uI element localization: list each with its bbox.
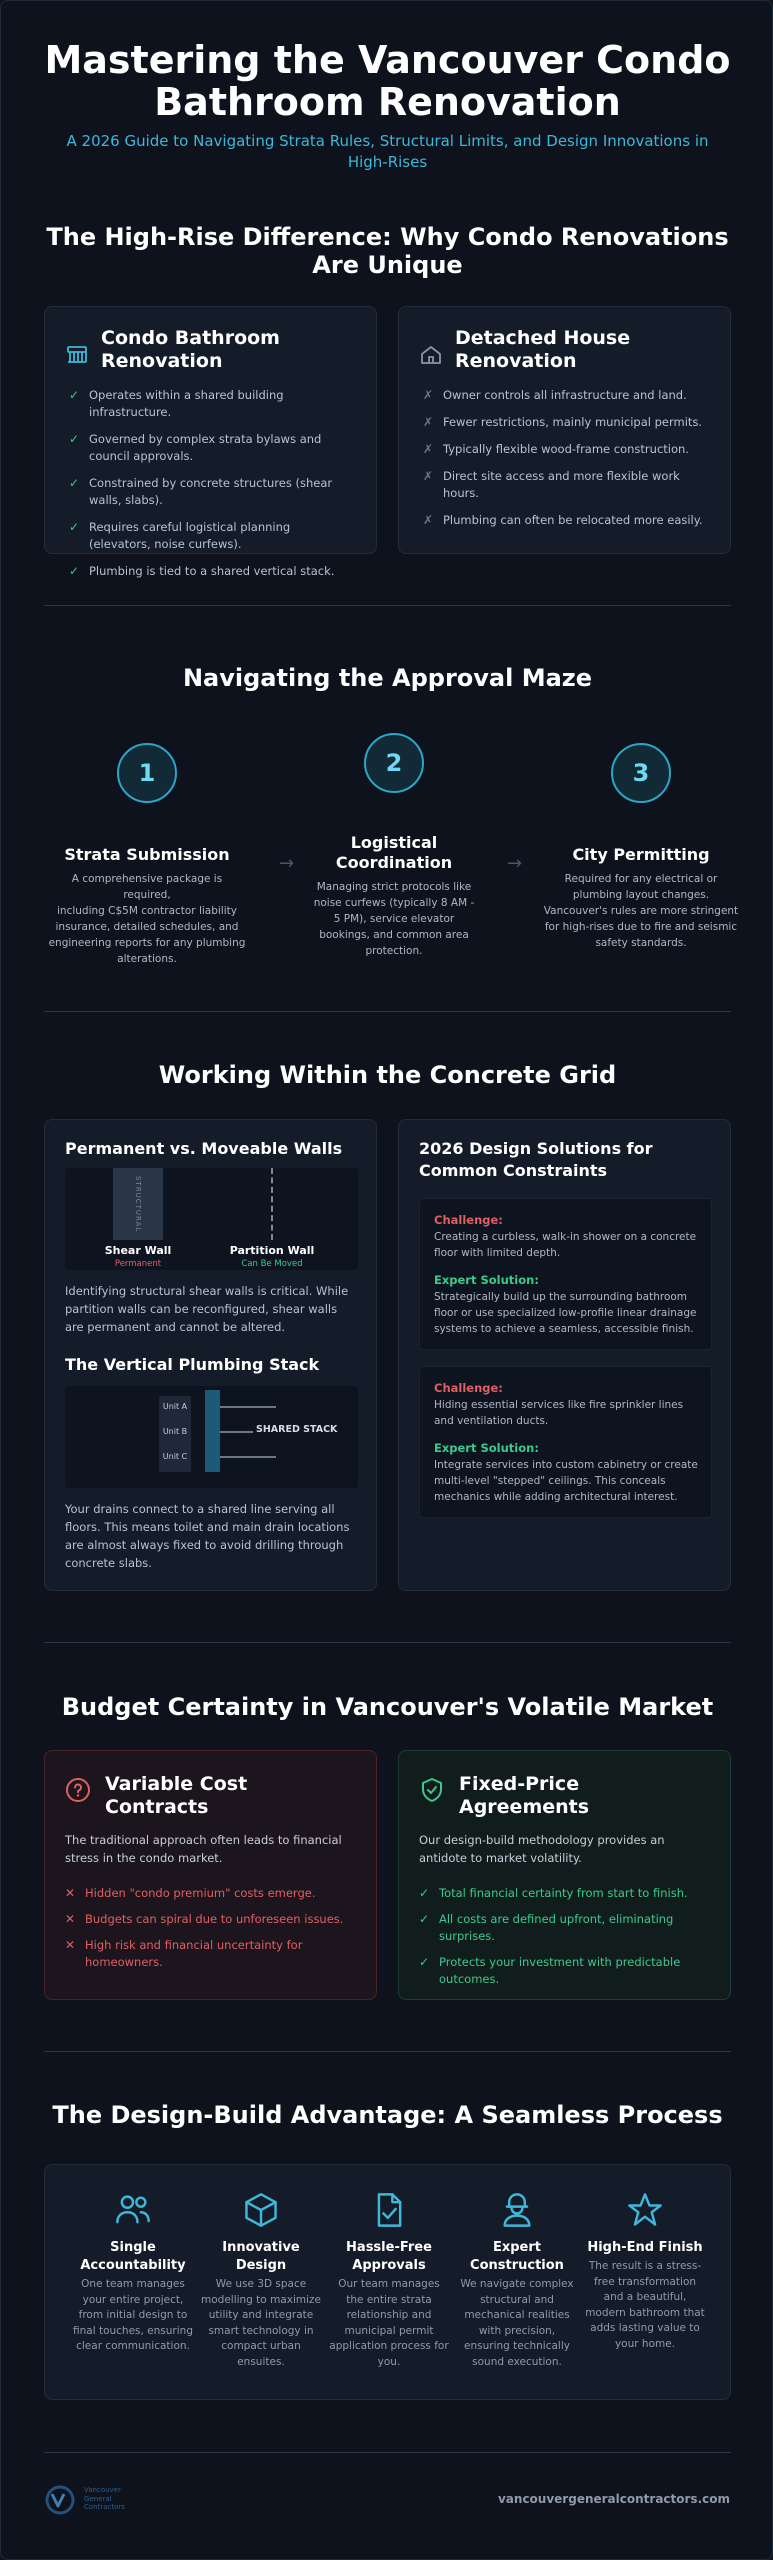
- card-title-line: Variable Cost: [105, 1773, 248, 1795]
- list-item: [423, 468, 713, 502]
- check-icon: ✓: [69, 432, 80, 446]
- check-icon: ✓: [69, 476, 80, 490]
- text-line: infrastructure.: [89, 405, 172, 419]
- text-line: Requires careful logistical planning: [89, 520, 291, 534]
- stack-paragraph: [65, 1500, 360, 1572]
- shear-wall-label: Shear Wall: [104, 1244, 172, 1257]
- cross-icon: ✕: [65, 1886, 76, 1900]
- text-line: walls, slabs).: [89, 493, 163, 507]
- walls-plumbing-card: [44, 1119, 377, 1591]
- page-subtitle-line: A 2026 Guide to Navigating Strata Rules, Structural Limits, and Design Innovations in: [66, 132, 709, 150]
- vgc-logo-mark: [44, 2484, 78, 2516]
- para-line: concrete slabs.: [65, 1556, 152, 1570]
- solution-text: [434, 1457, 704, 1505]
- page-title-line: Bathroom Renovation: [154, 80, 621, 124]
- check-icon: ✓: [419, 1955, 430, 1969]
- text-line: The result is a stress-: [588, 2260, 702, 2272]
- step-description: [47, 871, 247, 967]
- text-line: free transformation: [593, 2275, 697, 2288]
- feature-description: [585, 2259, 705, 2352]
- text-line: ensuites.: [237, 2355, 285, 2368]
- budget-section-title: Budget Certainty in Vancouver's Volatile Market: [61, 1693, 714, 1721]
- card-title-line: Renovation: [101, 350, 223, 372]
- text-line: multi-level "stepped" ceilings. This conceals: [434, 1475, 666, 1487]
- text-line: High-End Finish: [587, 2240, 703, 2255]
- walls-paragraph: [65, 1282, 360, 1336]
- text-line: Expert: [492, 2240, 541, 2255]
- text-line: Coordination: [335, 853, 453, 872]
- text-line: floor or use specialized low-profile linear drainage: [434, 1307, 697, 1319]
- list-item: [419, 1885, 709, 1902]
- partition-wall-line: [271, 1168, 273, 1240]
- text-line: and ventilation ducts.: [434, 1415, 549, 1427]
- para-line: Identifying structural shear walls is critical. While: [65, 1284, 349, 1298]
- step-number-badge: 1: [117, 743, 177, 803]
- para-line: Our design-build methodology provides an: [419, 1833, 665, 1847]
- text-line: Strata Submission: [64, 845, 230, 864]
- text-line: compact urban: [221, 2340, 301, 2352]
- list-item: [423, 414, 713, 431]
- text-line: mechanical realities: [464, 2309, 570, 2321]
- text-line: City Permitting: [572, 845, 710, 864]
- design-solutions-card: [398, 1119, 731, 1591]
- text-line: Constrained by concrete structures (shear: [89, 476, 333, 490]
- card-title-line: Detached House: [455, 327, 631, 349]
- check-icon: ✓: [69, 520, 80, 534]
- text-line: Accountability: [80, 2258, 186, 2273]
- text-line: homeowners.: [85, 1955, 163, 1969]
- list-item: [69, 563, 359, 580]
- check-icon: ✓: [419, 1886, 430, 1900]
- text-line: We use 3D space: [215, 2278, 307, 2290]
- text-line: Fewer restrictions, mainly municipal permits.: [443, 415, 703, 429]
- text-line: All costs are defined upfront, eliminating: [439, 1912, 674, 1926]
- text-line: application process for: [329, 2340, 449, 2352]
- page-title: [1, 39, 773, 123]
- feature-title: [324, 2239, 454, 2275]
- text-line: Creating a curbless, walk-in shower on a concrete: [434, 1231, 697, 1243]
- unit-label: Unit A: [162, 1402, 188, 1411]
- cube-icon: [242, 2191, 280, 2229]
- designbuild-card: [44, 2164, 731, 2400]
- text-line: you.: [377, 2355, 401, 2368]
- drain-line: [220, 1456, 276, 1458]
- text-line: relationship and: [346, 2309, 432, 2321]
- cross-icon: ✗: [423, 469, 434, 483]
- feature-description: [73, 2277, 193, 2355]
- card-title-line: Common Constraints: [419, 1161, 608, 1180]
- text-line: Protects your investment with predictable: [439, 1955, 681, 1969]
- text-line: Plumbing can often be relocated more easily.: [443, 513, 703, 527]
- bathtub-icon: [65, 343, 89, 367]
- list-item: [419, 1954, 709, 1988]
- card-title-line: Contracts: [105, 1796, 209, 1818]
- para-line: are almost always fixed to avoid drilling through: [65, 1538, 344, 1552]
- partition-wall-sub: Can Be Moved: [241, 1259, 303, 1269]
- section-title-line: The High-Rise Difference: Why Condo Renovations: [46, 223, 729, 251]
- question-circle-icon: [65, 1777, 91, 1803]
- house-comparison-card: [398, 306, 731, 554]
- text-line: noise curfews (typically 8 AM -: [313, 897, 475, 909]
- feature-title: [196, 2239, 326, 2275]
- text-line: council approvals.: [89, 449, 194, 463]
- solution-text: [434, 1289, 704, 1337]
- solution-label: Expert Solution:: [434, 1273, 539, 1287]
- page-subtitle-line: High-Rises: [347, 153, 428, 171]
- text-line: Hassle-Free: [346, 2240, 432, 2255]
- text-line: Owner controls all infrastructure and land.: [443, 388, 687, 402]
- footer-website-link[interactable]: vancouvergeneralcontractors.com: [497, 2492, 730, 2506]
- text-line: A comprehensive package is required,: [71, 873, 223, 901]
- text-line: Design: [235, 2258, 287, 2273]
- text-line: Construction: [470, 2258, 564, 2273]
- text-line: surprises.: [439, 1929, 495, 1943]
- shear-wall-block: [113, 1168, 163, 1240]
- cross-icon: ✗: [423, 442, 434, 456]
- text-line: your home.: [614, 2337, 676, 2350]
- partition-wall-label: Partition Wall: [229, 1244, 315, 1257]
- grid-section-title: Working Within the Concrete Grid: [158, 1061, 617, 1089]
- text-line: adds lasting value to: [590, 2322, 700, 2334]
- step-title: [546, 845, 736, 865]
- step-title: [299, 833, 489, 873]
- page-subtitle: [41, 131, 734, 173]
- solution-label: Expert Solution:: [434, 1441, 539, 1455]
- list-item: [69, 475, 359, 509]
- list-item: [65, 1911, 355, 1928]
- check-icon: ✓: [69, 388, 80, 402]
- list-item: [419, 1911, 709, 1945]
- logo-wordmark: [84, 2486, 125, 2512]
- check-icon: ✓: [69, 564, 80, 578]
- unit-label: Unit B: [162, 1427, 188, 1436]
- text-line: Typically flexible wood-frame construction.: [443, 442, 689, 456]
- shared-stack-pipe: [205, 1390, 220, 1472]
- logo-line: Vancouver: [84, 2486, 121, 2494]
- shield-check-icon: [419, 1777, 445, 1803]
- list-item: [65, 1937, 355, 1971]
- feature-description: [201, 2277, 321, 2370]
- para-line: Your drains connect to a shared line serving all: [65, 1502, 335, 1516]
- text-line: with precision,: [478, 2324, 556, 2337]
- section-divider: [44, 1011, 731, 1012]
- step-number-badge: 2: [364, 733, 424, 793]
- variable-cost-card: [44, 1750, 377, 2000]
- walls-subtitle: Permanent vs. Moveable Walls: [65, 1139, 343, 1158]
- card-title-line: 2026 Design Solutions for: [419, 1139, 653, 1158]
- section-divider: [44, 2452, 731, 2453]
- logo-line: Contractors: [84, 2503, 125, 2511]
- text-line: protection.: [365, 945, 423, 957]
- text-line: Strategically build up the surrounding bathroom: [434, 1291, 688, 1303]
- worker-icon: [498, 2191, 536, 2229]
- para-line: are permanent and cannot be altered.: [65, 1320, 286, 1334]
- text-line: Vancouver's rules are more stringent: [543, 905, 739, 917]
- section-divider: [44, 1642, 731, 1643]
- users-icon: [114, 2191, 152, 2229]
- condo-card-title: [101, 327, 280, 373]
- text-line: Required for any electrical or: [564, 873, 718, 885]
- text-line: insurance, detailed schedules, and: [55, 921, 239, 933]
- text-line: Logistical: [350, 833, 438, 852]
- text-line: Hidden "condo premium" costs emerge.: [85, 1886, 316, 1900]
- highrise-section-title: [41, 223, 734, 279]
- condo-comparison-card: [44, 306, 377, 578]
- step-number-badge: 3: [611, 743, 671, 803]
- section-divider: [44, 2051, 731, 2052]
- text-line: systems to achieve a seamless, accessible finish.: [434, 1323, 694, 1335]
- cross-icon: ✕: [65, 1938, 76, 1952]
- text-line: Single: [110, 2240, 156, 2255]
- page-title-line: Mastering the Vancouver Condo: [44, 38, 731, 82]
- text-line: Integrate services into custom cabinetry or create: [434, 1459, 698, 1471]
- text-line: Operates within a shared building: [89, 388, 284, 402]
- section-title-line: Are Unique: [312, 251, 463, 279]
- challenge-label: Challenge:: [434, 1381, 503, 1395]
- card-title-line: Agreements: [459, 1796, 590, 1818]
- cross-icon: ✗: [423, 513, 434, 527]
- arrow-right-icon: →: [279, 853, 295, 874]
- text-line: Managing strict protocols like: [316, 881, 472, 893]
- document-check-icon: [370, 2191, 408, 2229]
- drain-line: [220, 1406, 276, 1408]
- para-line: floors. This means toilet and main drain locations: [65, 1520, 350, 1534]
- text-line: municipal permit: [344, 2324, 434, 2337]
- text-line: smart technology in: [208, 2324, 314, 2337]
- cross-icon: ✗: [423, 415, 434, 429]
- fixed-price-card: [398, 1750, 731, 2000]
- step-description: [541, 871, 741, 951]
- para-line: partition walls can be reconfigured, shear walls: [65, 1302, 338, 1316]
- challenge-label: Challenge:: [434, 1213, 503, 1227]
- text-line: from initial design to: [78, 2309, 188, 2321]
- solutions-title: [419, 1138, 653, 1182]
- list-item: [69, 387, 359, 421]
- text-line: Direct site access and more flexible work: [443, 469, 680, 483]
- check-icon: ✓: [419, 1912, 430, 1926]
- footer-logo[interactable]: [44, 2482, 154, 2518]
- text-line: utility and integrate: [208, 2309, 314, 2321]
- text-line: Total financial certainty from start to finish.: [439, 1886, 688, 1900]
- text-line: sound execution.: [472, 2355, 562, 2368]
- step-title: [52, 845, 242, 865]
- text-line: modern bathroom that: [585, 2306, 705, 2319]
- shear-wall-sub: Permanent: [114, 1259, 162, 1269]
- text-line: Approvals: [352, 2258, 426, 2273]
- text-line: Innovative: [222, 2240, 300, 2255]
- feature-title: [452, 2239, 582, 2275]
- cross-icon: ✗: [423, 388, 434, 402]
- text-line: bookings, and common area: [319, 929, 469, 941]
- text-line: final touches, ensuring: [73, 2324, 193, 2337]
- para-line: The traditional approach often leads to financial: [65, 1833, 342, 1847]
- list-item: [65, 1885, 355, 1902]
- text-line: alterations.: [117, 953, 177, 965]
- text-line: hours.: [443, 486, 479, 500]
- challenge-text: [434, 1229, 704, 1261]
- card-title-line: Condo Bathroom: [101, 327, 280, 349]
- unit-label: Unit C: [162, 1452, 188, 1461]
- list-item: [69, 519, 359, 553]
- text-line: Hiding essential services like fire sprinkler lines: [434, 1399, 684, 1411]
- logo-line: General: [84, 2494, 112, 2503]
- fixed-intro: [419, 1831, 714, 1867]
- arrow-right-icon: →: [507, 853, 523, 874]
- text-line: modelling to maximize: [201, 2293, 321, 2306]
- feature-description: [457, 2277, 577, 2370]
- text-line: One team manages: [81, 2278, 185, 2290]
- step-description: [294, 879, 494, 959]
- card-title-line: Renovation: [455, 350, 577, 372]
- solution-box: [419, 1198, 712, 1350]
- variable-intro: [65, 1831, 360, 1867]
- star-icon: [626, 2191, 664, 2229]
- feature-title: [68, 2239, 198, 2275]
- section-divider: [44, 605, 731, 606]
- stack-subtitle: The Vertical Plumbing Stack: [65, 1355, 320, 1374]
- text-line: structural and: [480, 2293, 554, 2306]
- cross-icon: ✕: [65, 1912, 76, 1926]
- house-icon: [419, 343, 443, 367]
- text-line: 5 PM), service elevator: [333, 913, 455, 925]
- para-line: stress in the condo market.: [65, 1851, 223, 1865]
- card-title-line: Fixed-Price: [459, 1773, 580, 1795]
- solution-box: [419, 1366, 712, 1518]
- text-line: Governed by complex strata bylaws and: [89, 432, 322, 446]
- text-line: including C$5M contractor liability: [57, 905, 237, 917]
- list-item: [423, 441, 713, 458]
- text-line: High risk and financial uncertainty for: [85, 1938, 303, 1952]
- plumbing-stack-diagram: [65, 1386, 358, 1488]
- text-line: Our team manages: [338, 2278, 440, 2290]
- feature-title: [580, 2239, 710, 2257]
- variable-card-title: [105, 1773, 247, 1819]
- text-line: floor with limited depth.: [434, 1247, 561, 1259]
- text-line: for high-rises due to fire and seismic: [544, 921, 738, 933]
- text-line: engineering reports for any plumbing: [48, 937, 246, 949]
- text-line: and a beautiful,: [603, 2291, 687, 2303]
- challenge-text: [434, 1397, 704, 1429]
- text-line: plumbing layout changes.: [572, 889, 710, 901]
- shared-stack-label: SHARED STACK: [253, 1424, 340, 1435]
- text-line: We navigate complex: [460, 2278, 574, 2290]
- text-line: ensuring technically: [464, 2340, 570, 2352]
- text-line: safety standards.: [595, 937, 687, 949]
- fixed-card-title: [459, 1773, 589, 1819]
- text-line: outcomes.: [439, 1972, 500, 1986]
- list-item: [423, 387, 713, 404]
- text-line: clear communication.: [76, 2340, 190, 2352]
- text-line: mechanics while adding architectural interest.: [434, 1491, 678, 1503]
- text-line: the entire strata: [346, 2293, 432, 2306]
- list-item: [69, 431, 359, 465]
- text-line: Budgets can spiral due to unforeseen issues.: [85, 1912, 344, 1926]
- house-card-title: [455, 327, 630, 373]
- text-line: (elevators, noise curfews).: [89, 537, 242, 551]
- designbuild-section-title: The Design-Build Advantage: A Seamless Process: [52, 2101, 723, 2129]
- text-line: your entire project,: [82, 2293, 184, 2306]
- walls-diagram: [65, 1168, 358, 1270]
- approval-section-title: Navigating the Approval Maze: [182, 664, 593, 692]
- para-line: antidote to market volatility.: [419, 1851, 582, 1865]
- feature-description: [329, 2277, 449, 2370]
- structural-tag: STRUCTURAL: [134, 1175, 142, 1233]
- list-item: [423, 512, 713, 529]
- text-line: Plumbing is tied to a shared vertical stack.: [89, 564, 335, 578]
